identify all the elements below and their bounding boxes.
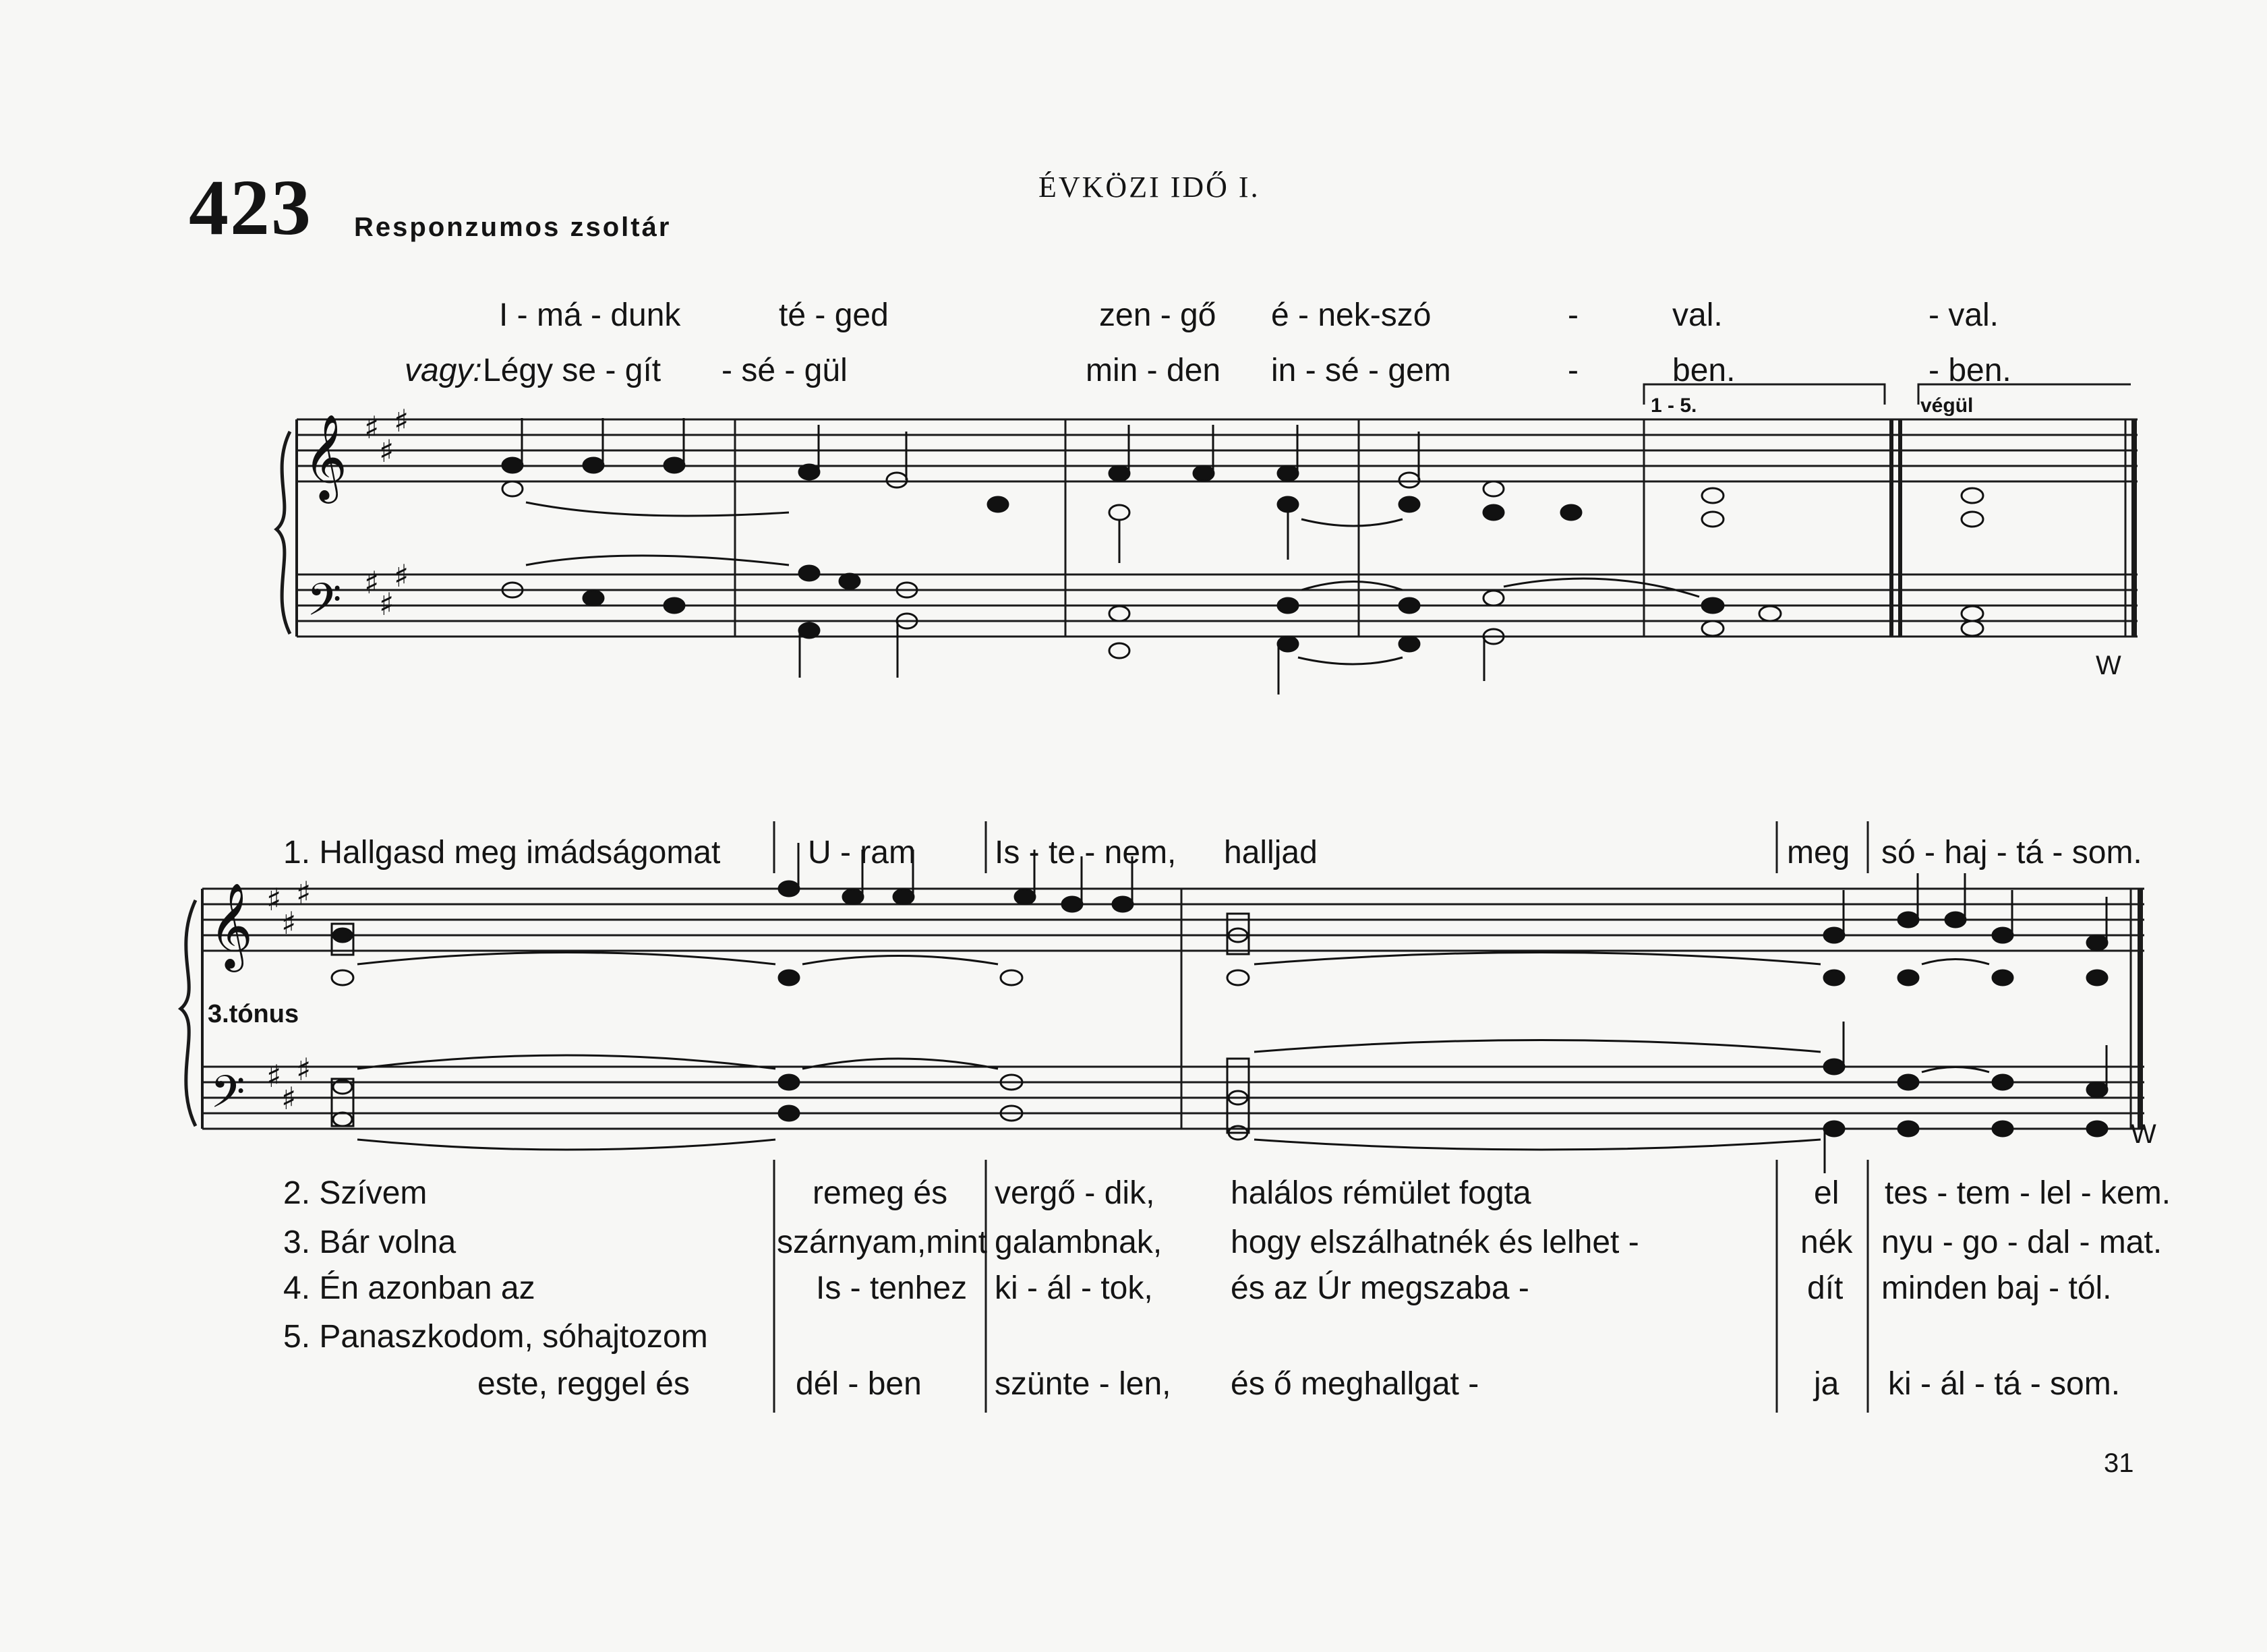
verse-segment: ki - ál - tá - som.	[1888, 1366, 2121, 1402]
page-number: 31	[2104, 1448, 2134, 1478]
verse-segment: meg	[1787, 835, 1850, 871]
verse-segment: szünte - len,	[995, 1366, 1171, 1402]
volta-final-ending-label: végül	[1920, 394, 1974, 417]
verse-segment: remeg és	[813, 1175, 948, 1211]
verse-segment: halljad	[1224, 835, 1318, 871]
svg-text:♯: ♯	[281, 905, 297, 941]
hymn-number: 423	[189, 163, 312, 252]
alternative-marker: vagy:	[405, 353, 482, 388]
svg-text:♯: ♯	[394, 558, 409, 594]
lyric-syllable: zen - gő	[1099, 297, 1216, 333]
verse-segment: nék	[1800, 1225, 1853, 1260]
bass-clef-icon: 𝄢	[210, 1066, 245, 1129]
verse-segment: ki - ál - tok,	[995, 1270, 1153, 1306]
verse-segment: U - ram	[808, 835, 916, 871]
verse-segment: és az Úr megszaba -	[1231, 1270, 1529, 1306]
verse-segment: galambnak,	[995, 1225, 1162, 1260]
verse-segment: 2. Szívem	[283, 1175, 428, 1211]
verse-segment: só - haj - tá - som.	[1881, 835, 2142, 871]
verse-segment: 3. Bár volna	[283, 1225, 457, 1260]
psalm-treble-staff	[202, 889, 2144, 951]
verse-segment: ja	[1814, 1366, 1839, 1402]
lyric-syllable: min - den	[1086, 353, 1221, 388]
treble-clef-icon: 𝄞	[303, 413, 348, 500]
lyric-syllable: é - nek-szó	[1271, 297, 1432, 333]
lyric-syllable: in - sé - gem	[1271, 353, 1451, 388]
psalm-end-mark: W	[2131, 1119, 2156, 1149]
hymn-subtitle: Responzumos zsoltár	[354, 212, 672, 242]
verse-segment: Is - te - nem,	[995, 835, 1177, 871]
svg-text:♯: ♯	[266, 1058, 282, 1094]
svg-text:♯: ♯	[296, 1051, 312, 1088]
volta-first-ending-label: 1 - 5.	[1651, 394, 1697, 417]
verse-segment: minden baj - tól.	[1881, 1270, 2112, 1306]
svg-text:♯: ♯	[296, 875, 312, 911]
lyric-syllable: ben.	[1672, 353, 1736, 388]
lyric-syllable: -	[1568, 353, 1579, 388]
bass-clef-icon: 𝄢	[307, 574, 342, 637]
verse-segment: Is - tenhez	[816, 1270, 968, 1306]
verse-segment: dél - ben	[796, 1366, 922, 1402]
lyric-syllable: - val.	[1929, 297, 1999, 333]
verse-segment: halálos rémület fogta	[1231, 1175, 1531, 1211]
verse-segment: 1. Hallgasd meg imádságomat	[283, 835, 721, 871]
lyric-syllable: - sé - gül	[722, 353, 848, 388]
verse-segment: vergő - dik,	[995, 1175, 1155, 1211]
verse-segment: tes - tem - lel - kem.	[1885, 1175, 2171, 1211]
lyric-syllable: I - má - dunk	[499, 297, 681, 333]
antiphon-treble-staff	[297, 419, 2138, 481]
verse-segment: dít	[1807, 1270, 1844, 1306]
lyric-syllable: - ben.	[1929, 353, 2011, 388]
lyric-syllable: -	[1568, 297, 1579, 333]
lyric-syllable: val.	[1672, 297, 1723, 333]
verse-segment: el	[1814, 1175, 1839, 1211]
antiphon-bass-staff	[297, 574, 2138, 637]
svg-text:♯: ♯	[364, 409, 380, 446]
verse-segment: este, reggel és	[477, 1366, 690, 1402]
svg-text:♯: ♯	[394, 403, 409, 439]
svg-text:♯: ♯	[266, 881, 282, 918]
psalm-tone-label: 3.tónus	[208, 1000, 299, 1028]
svg-text:♯: ♯	[379, 586, 394, 622]
verse-segment: és ő meghallgat -	[1231, 1366, 1479, 1402]
lyric-syllable: té - ged	[779, 297, 889, 333]
liturgical-season: ÉVKÖZI IDŐ I.	[1038, 171, 1260, 204]
verse-segment: 5. Panaszkodom, sóhajtozom	[283, 1319, 708, 1355]
antiphon-end-mark: W	[2096, 651, 2121, 680]
verse-segment: nyu - go - dal - mat.	[1881, 1225, 2162, 1260]
svg-text:♯: ♯	[364, 564, 380, 601]
svg-text:♯: ♯	[379, 433, 394, 469]
lyric-syllable: Légy se - gít	[483, 353, 661, 388]
treble-clef-icon: 𝄞	[209, 882, 254, 968]
verse-segment: 4. Én azonban az	[283, 1270, 535, 1306]
psalm-bass-staff	[202, 1067, 2144, 1129]
svg-text:♯: ♯	[281, 1080, 297, 1117]
verse-segment: szárnyam,mint	[777, 1225, 988, 1260]
verse-segment: hogy elszálhatnék és lelhet -	[1231, 1225, 1639, 1260]
